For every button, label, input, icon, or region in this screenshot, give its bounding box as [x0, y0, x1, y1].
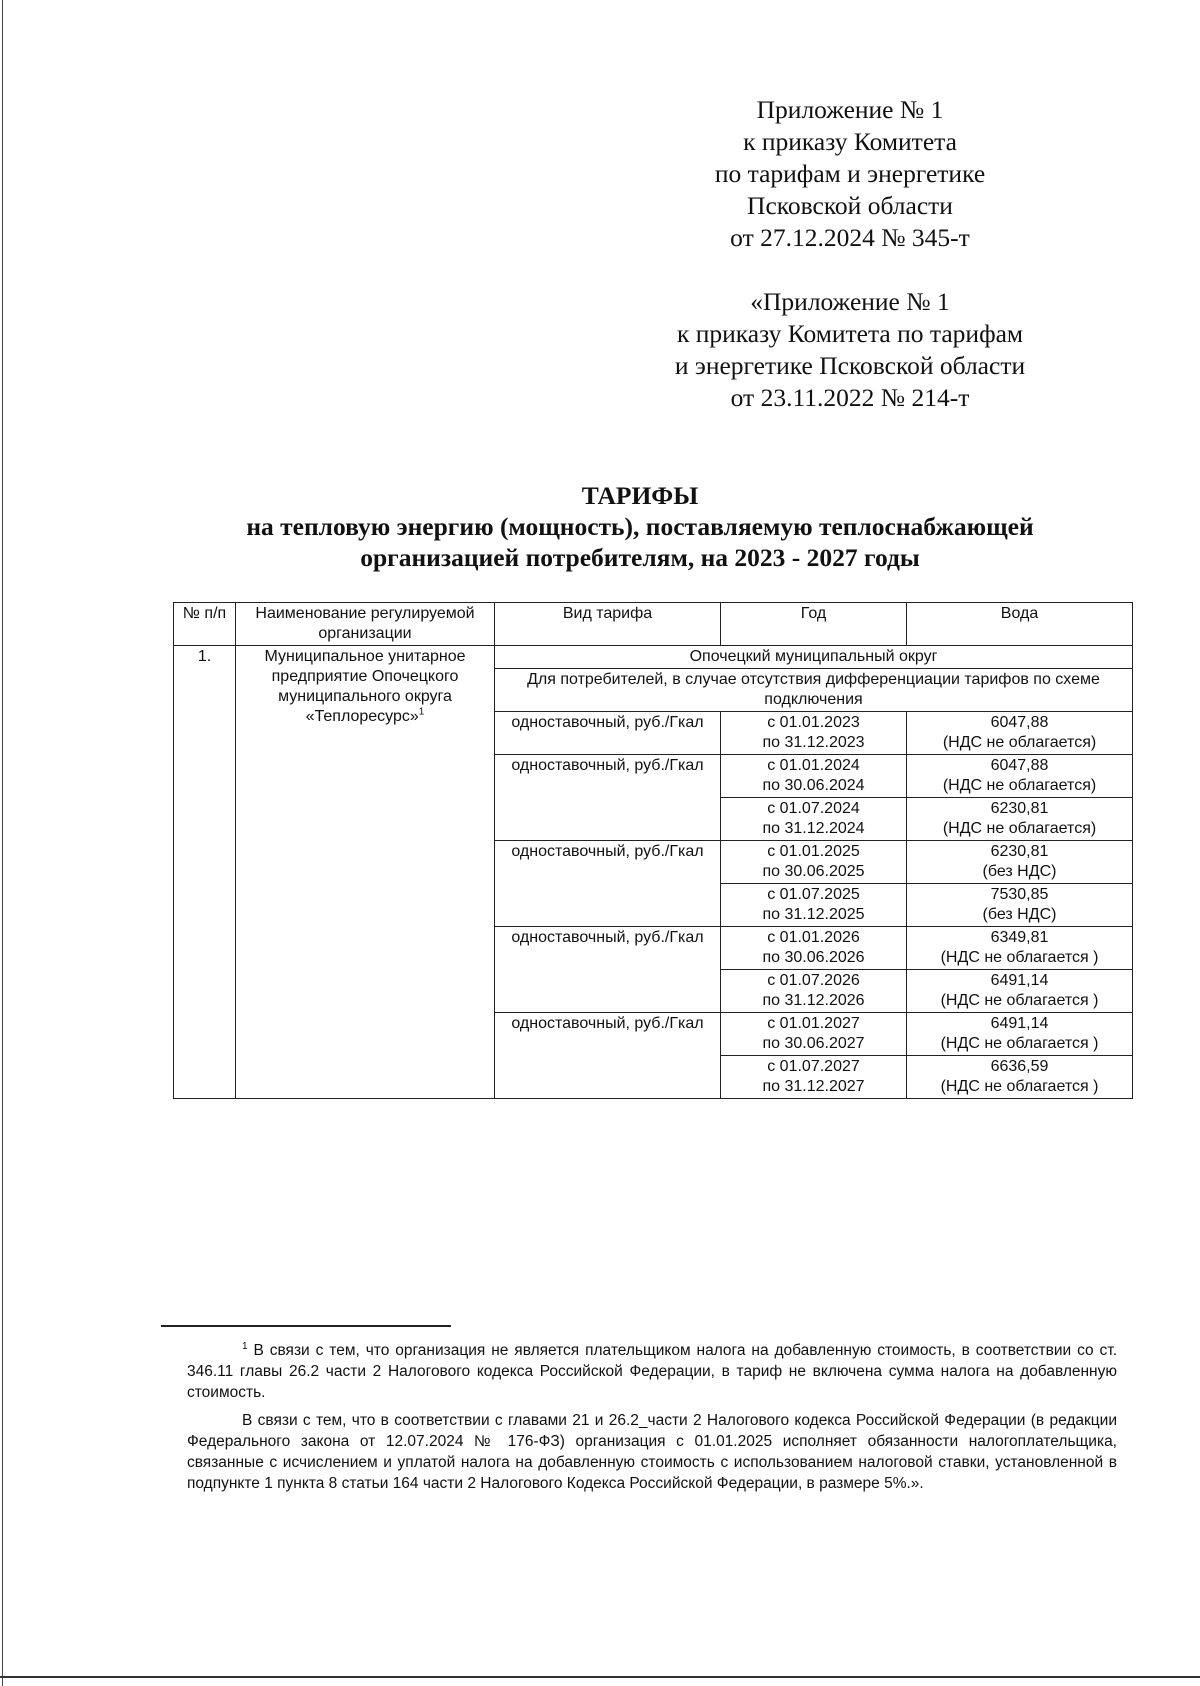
attachment-line: от 27.12.2024 № 345-т: [730, 223, 970, 252]
period-from: с 01.01.2026: [767, 929, 860, 946]
period-cell: [721, 712, 907, 755]
org-footnote-marker: 1: [418, 706, 425, 718]
footnote-2: В связи с тем, что в соответствии с главами 21 и 26.2_части 2 Налогового кодекса Российской Федерации (в редакции Федерального закона от 12.07.2024 № 176-ФЗ) организация с 01.01.2025 исполняет обязанности налогоплательщика, связанные с исчислением и уплатой налога на добавленную стоимость с использованием налоговой ставки, установленной в подпункте 1 пункта 8 статьи 164 части 2 Налогового Кодекса Российской Федерации, в размере 5%.».: [187, 1412, 1117, 1492]
value-cell: [907, 755, 1133, 798]
tariff-value: 7530,85: [990, 886, 1049, 903]
period-cell: [721, 755, 907, 798]
period-to: по 31.12.2026: [762, 992, 865, 1009]
period-cell: [721, 884, 907, 927]
vat-note: (НДС не облагается ): [940, 992, 1099, 1009]
period-cell: [721, 1013, 907, 1056]
row-number: 1.: [174, 646, 236, 1099]
quoted-line: от 23.11.2022 № 214-т: [730, 383, 970, 412]
period-from: с 01.07.2025: [767, 886, 860, 903]
footnote-rule: [161, 1325, 451, 1327]
value-cell: [907, 927, 1133, 970]
header-num: № п/п: [174, 603, 236, 646]
value-cell: [907, 1013, 1133, 1056]
attachment-header: [640, 94, 1060, 254]
document-title: [0, 480, 1200, 573]
tariff-value: 6230,81: [990, 800, 1049, 817]
footnote-marker: 1: [242, 1340, 248, 1352]
period-from: с 01.07.2026: [767, 972, 860, 989]
table-row: [174, 646, 1133, 669]
title-main: ТАРИФЫ: [581, 481, 699, 510]
period-from: с 01.01.2023: [767, 714, 860, 731]
period-cell: [721, 927, 907, 970]
tariff-type-cell: одноставочный, руб./Гкал: [495, 841, 721, 927]
period-to: по 30.06.2027: [762, 1035, 865, 1052]
header-year: Год: [721, 603, 907, 646]
period-to: по 31.12.2023: [762, 734, 865, 751]
attachment-line: Псковской области: [747, 191, 953, 220]
quoted-line: «Приложение № 1: [750, 287, 950, 316]
value-cell: [907, 884, 1133, 927]
period-cell: [721, 841, 907, 884]
quoted-attachment-header: [640, 286, 1060, 414]
period-from: с 01.07.2024: [767, 800, 860, 817]
period-to: по 31.12.2024: [762, 820, 865, 837]
vat-note: (НДС не облагается): [942, 734, 1097, 751]
table-header-row: [174, 603, 1133, 646]
attachment-line: по тарифам и энергетике: [714, 159, 986, 188]
value-cell: [907, 841, 1133, 884]
period-to: по 31.12.2027: [762, 1078, 865, 1095]
org-name-cell: [236, 646, 495, 1099]
vat-note: (НДС не облагается ): [940, 1078, 1099, 1095]
header-org: Наименование регулируемой организации: [236, 603, 495, 646]
title-line: на тепловую энергию (мощность), поставляемую теплоснабжающей: [246, 512, 1034, 541]
scan-border-bottom: [0, 1676, 1200, 1678]
value-cell: [907, 712, 1133, 755]
period-from: с 01.01.2024: [767, 757, 860, 774]
footnotes: [187, 1340, 1117, 1501]
vat-note: (НДС не облагается ): [940, 1035, 1099, 1052]
title-line: организацией потребителям, на 2023 - 2027 годы: [360, 543, 920, 572]
header-water: Вода: [907, 603, 1133, 646]
value-cell: [907, 1056, 1133, 1099]
period-from: с 01.07.2027: [767, 1058, 860, 1075]
tariff-value: 6491,14: [990, 1015, 1049, 1032]
value-cell: [907, 970, 1133, 1013]
period-to: по 30.06.2024: [762, 777, 865, 794]
org-name: Муниципальное унитарное предприятие Опочецкого муниципального округа «Теплоресурс»: [264, 648, 466, 725]
period-from: с 01.01.2027: [767, 1015, 860, 1032]
vat-note: (НДС не облагается): [942, 820, 1097, 837]
tariff-value: 6636,59: [990, 1058, 1049, 1075]
tariff-value: 6047,88: [990, 757, 1049, 774]
tariff-value: 6349,81: [990, 929, 1049, 946]
vat-note: (без НДС): [982, 863, 1057, 880]
period-to: по 30.06.2025: [762, 863, 865, 880]
footnote-text: В связи с тем, что организация не является плательщиком налога на добавленную стоимость, в соответствии со ст. 346.11 главы 26.2 части 2 Налогового кодекса Российской Федерации, в тариф не включена сумма налога на добавленную стоимость.: [187, 1342, 1117, 1401]
period-cell: [721, 798, 907, 841]
period-cell: [721, 970, 907, 1013]
quoted-line: и энергетике Псковской области: [674, 351, 1026, 380]
attachment-line: к приказу Комитета: [743, 127, 957, 156]
vat-note: (без НДС): [982, 906, 1057, 923]
attachment-line: Приложение № 1: [756, 95, 944, 124]
tariff-type-cell: одноставочный, руб./Гкал: [495, 755, 721, 841]
district-cell: Опочецкий муниципальный округ: [495, 646, 1133, 669]
consumers-note-cell: Для потребителей, в случае отсутствия дифференциации тарифов по схеме подключения: [495, 669, 1133, 712]
vat-note: (НДС не облагается ): [940, 949, 1099, 966]
tariff-value: 6491,14: [990, 972, 1049, 989]
tariff-type-cell: одноставочный, руб./Гкал: [495, 927, 721, 1013]
tariff-type-cell: одноставочный, руб./Гкал: [495, 1013, 721, 1099]
period-to: по 30.06.2026: [762, 949, 865, 966]
value-cell: [907, 798, 1133, 841]
tariff-value: 6230,81: [990, 843, 1049, 860]
footnote-1: [187, 1340, 1117, 1403]
period-from: с 01.01.2025: [767, 843, 860, 860]
period-to: по 31.12.2025: [762, 906, 865, 923]
tariff-type-cell: одноставочный, руб./Гкал: [495, 712, 721, 755]
period-cell: [721, 1056, 907, 1099]
scan-border-left: [2, 0, 3, 1686]
vat-note: (НДС не облагается): [942, 777, 1097, 794]
tariff-value: 6047,88: [990, 714, 1049, 731]
tariff-table: [173, 602, 1133, 1099]
quoted-line: к приказу Комитета по тарифам: [676, 319, 1024, 348]
header-tariff-type: Вид тарифа: [495, 603, 721, 646]
